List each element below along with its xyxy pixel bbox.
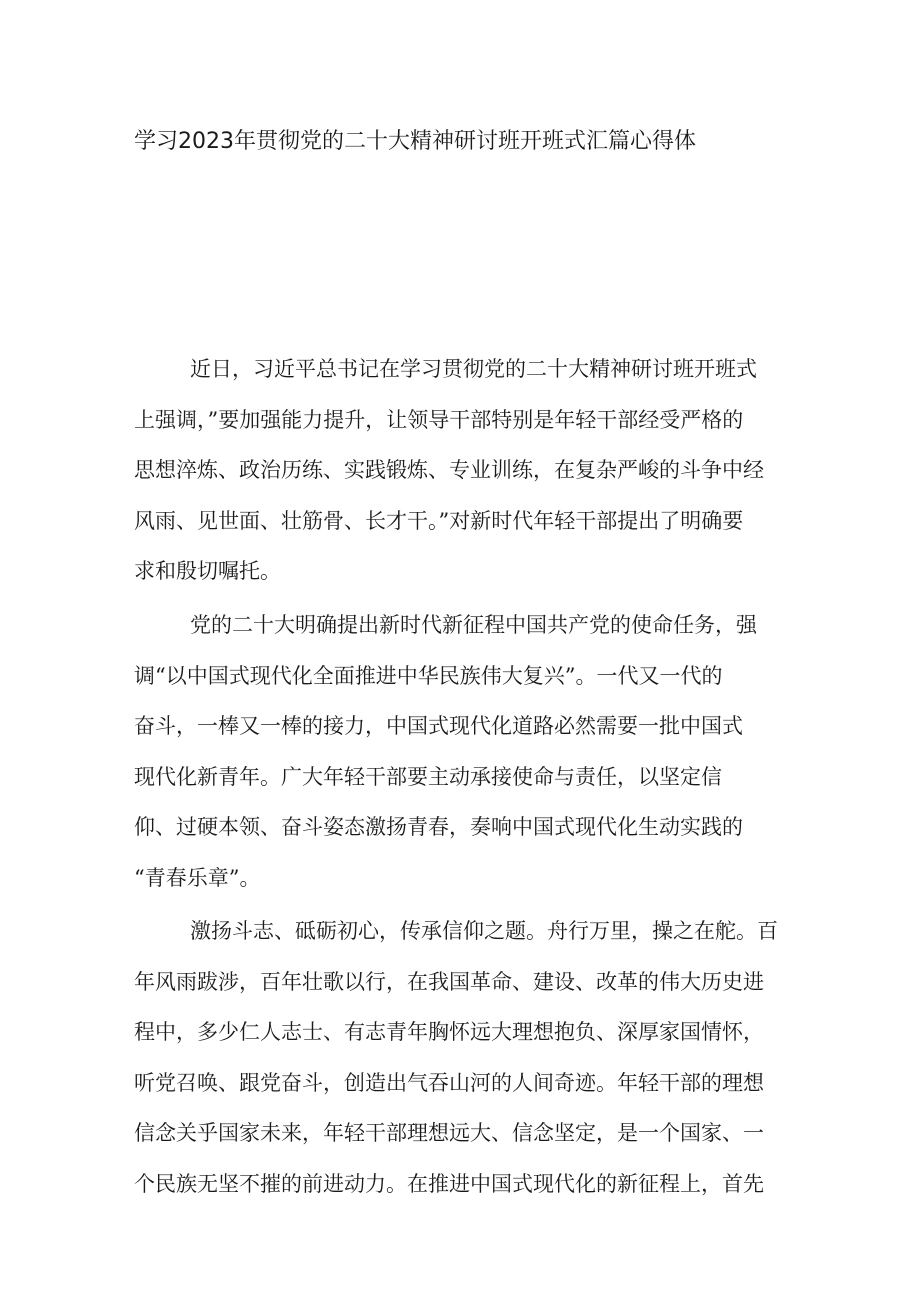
paragraph-line: 听党召唤、跟党奋斗，创造出气吞山河的人间奇迹。年轻干部的理想	[134, 1070, 764, 1095]
paragraph-line: 近日，习近平总书记在学习贯彻党的二十大精神研讨班开班式	[190, 357, 757, 381]
paragraph-2	[134, 600, 794, 903]
paragraph-line: 激扬斗志、砥砺初心，传承信仰之题。舟行万里，操之在舵。百	[190, 919, 778, 943]
paragraph-line: 年风雨跋涉，百年壮歌以行，在我国革命、建设、改革的伟大历史进	[134, 969, 764, 994]
paragraph-3	[134, 906, 794, 1209]
paragraph-line: 党的二十大明确提出新时代新征程中国共产党的使命任务，强	[190, 613, 757, 637]
paragraph-line: 程中，多少仁人志士、有志青年胸怀远大理想抱负、深厚家国情怀，	[134, 1020, 764, 1044]
paragraph-line: 调“以中国式现代化全面推进中华民族伟大复兴”。一代又一代的	[134, 663, 723, 688]
paragraph-line: 信念关乎国家未来，年轻干部理想远大、信念坚定，是一个国家、一	[134, 1121, 764, 1145]
paragraph-line: 求和殷切嘱托。	[134, 559, 281, 583]
paragraph-1	[134, 344, 794, 597]
paragraph-line: 上强调，”要加强能力提升，让领导干部特别是年轻干部经受严格的	[134, 407, 744, 432]
paragraph-line: 奋斗，一棒又一棒的接力，中国式现代化道路必然需要一批中国式	[134, 714, 743, 738]
paragraph-line: 个民族无坚不摧的前进动力。在推进中国式现代化的新征程上，首先	[134, 1171, 764, 1196]
paragraph-line: 仰、过硬本领、奋斗姿态激扬青春，奏响中国式现代化生动实践的	[134, 815, 743, 839]
paragraph-line: 思想淬炼、政治历练、实践锻炼、专业训练，在复杂严峻的斗争中经	[134, 458, 764, 482]
document-title: 学习2023年贯彻党的二十大精神研讨班开班式汇篇心得体	[134, 129, 696, 154]
paragraph-line: “青春乐章”。	[134, 865, 261, 890]
paragraph-line: 现代化新青年。广大年轻干部要主动承接使命与责任，以坚定信	[134, 764, 722, 789]
paragraph-line: 风雨、见世面、壮筋骨、长才干。”对新时代年轻干部提出了明确要	[134, 508, 744, 533]
